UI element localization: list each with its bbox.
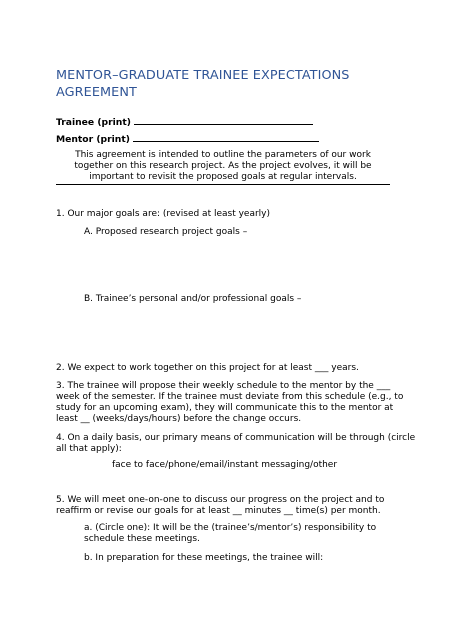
- meetings-schedule-item: a. (Circle one): It will be the (trainee’s/mentor’s) responsibility to schedule these meetings.: [84, 523, 377, 544]
- meetings-preparation-item: b. In preparation for these meetings, the trainee will:: [84, 553, 324, 563]
- schedule-item: 3. The trainee will propose their weekly schedule to the mentor by the ___ week of the semester. If the trainee must deviate from this schedule (e.g., to study for an upcoming exam), they will communicate this to the mentor at least __ (weeks/days/hours) before the change occurs.: [56, 381, 404, 424]
- communication-item: 4. On a daily basis, our primary means of communication will be through (circle all that apply):: [56, 433, 416, 454]
- document-title: MENTOR–GRADUATE TRAINEE EXPECTATIONS AGREEMENT: [56, 68, 350, 100]
- meetings-item: 5. We will meet one-on-one to discuss our progress on the project and to reaffirm or revise our goals for at least __ minutes __ time(s) per month.: [56, 495, 385, 516]
- trainee-name-line[interactable]: [134, 116, 313, 125]
- goals-research-item: A. Proposed research project goals –: [84, 227, 248, 237]
- goals-item: 1. Our major goals are: (revised at least yearly): [56, 209, 271, 219]
- communication-options: face to face/phone/email/instant messaging/other: [112, 460, 338, 470]
- trainee-label: Trainee (print): [56, 117, 131, 128]
- mentor-label: Mentor (print): [56, 134, 130, 145]
- years-item: 2. We expect to work together on this project for at least ___ years.: [56, 363, 359, 373]
- divider: [56, 184, 390, 185]
- mentor-name-line[interactable]: [133, 133, 319, 142]
- mentor-field: [56, 133, 319, 146]
- trainee-field: [56, 116, 313, 129]
- intro-paragraph: This agreement is intended to outline the parameters of our work together on this research project. As the project evolves, it will be important to revisit the proposed goals at regular intervals.: [74, 150, 372, 182]
- goals-personal-item: B. Trainee’s personal and/or professional goals –: [84, 294, 302, 304]
